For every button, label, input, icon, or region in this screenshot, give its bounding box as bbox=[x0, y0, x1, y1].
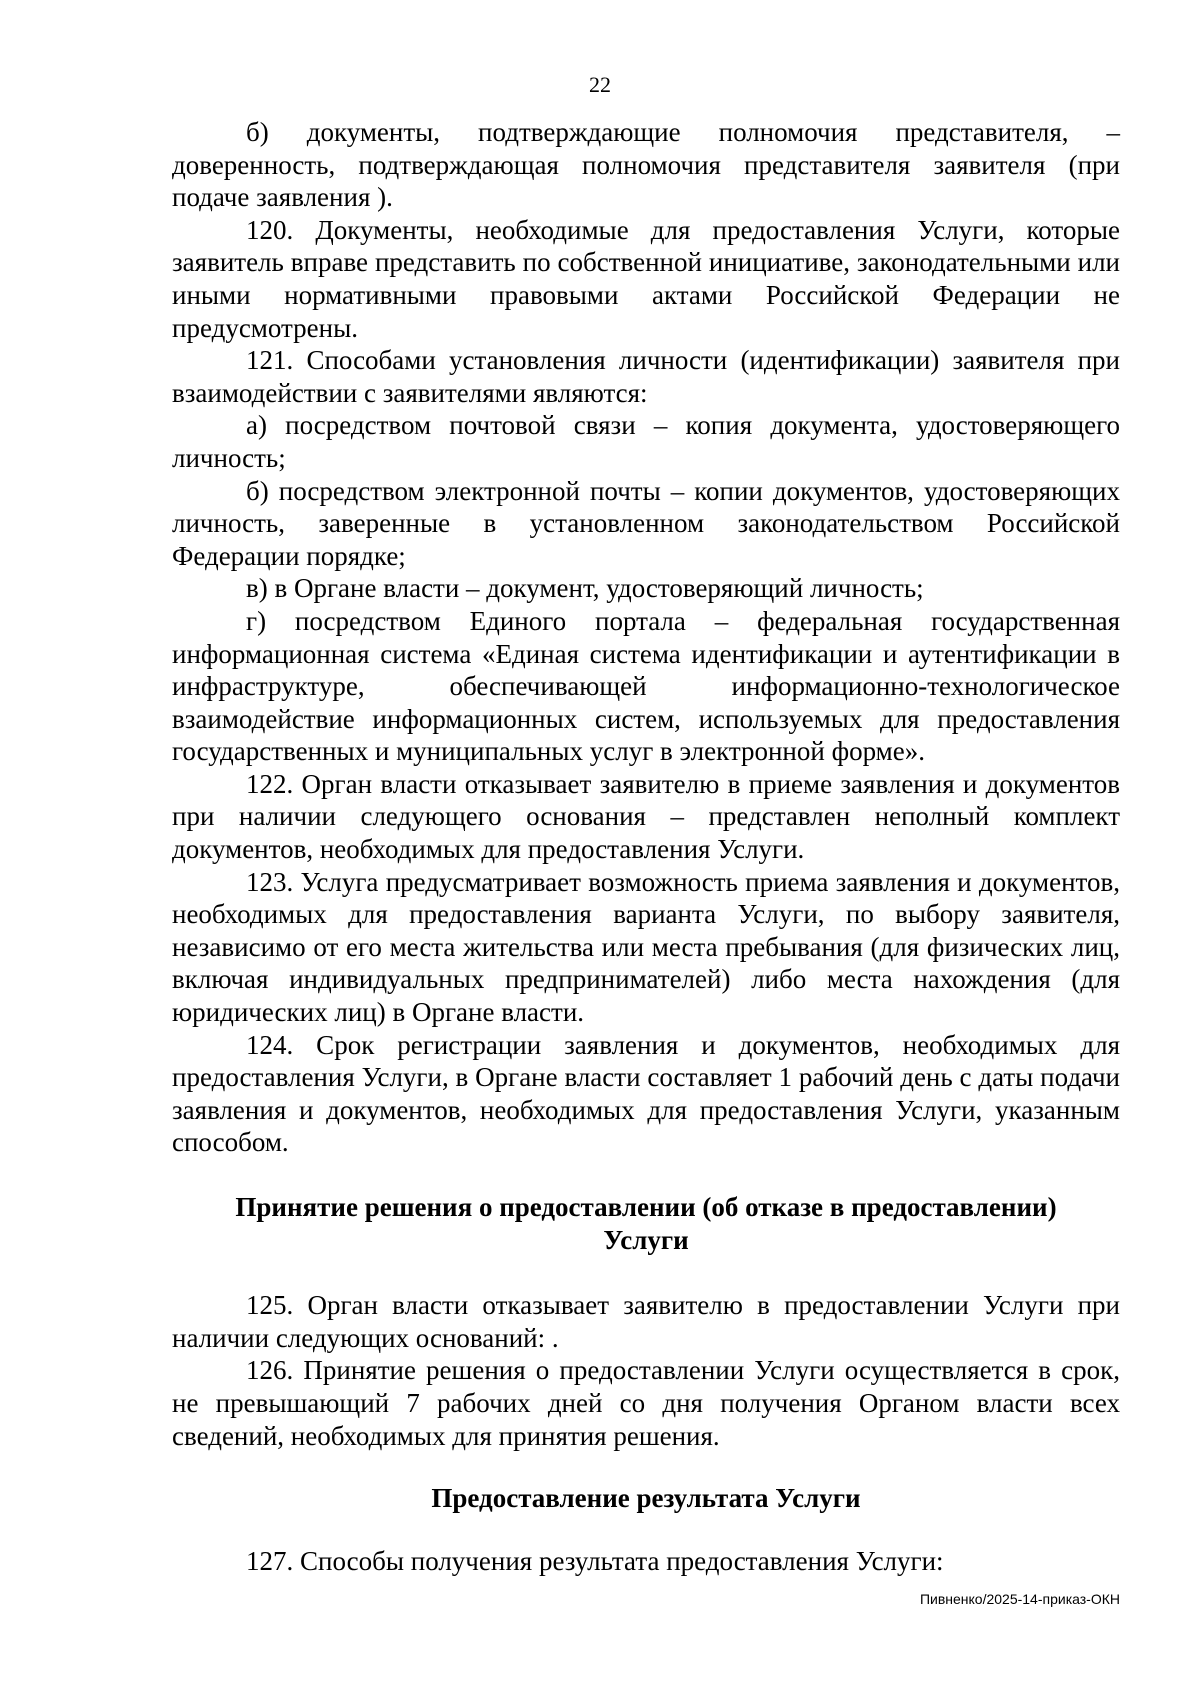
paragraph-120: 120. Документы, необходимые для предоставления Услуги, которые заявитель вправе представить по собственной инициативе, законодательными или иными нормативными правовыми актами Российской Федерации не предусмотрены. bbox=[172, 214, 1120, 343]
page-number: 22 bbox=[589, 72, 611, 97]
paragraph-121: 121. Способами установления личности (идентификации) заявителя при взаимодействии с заявителями являются: bbox=[172, 345, 1120, 408]
document-body bbox=[172, 116, 1120, 1577]
paragraph-121-b: б) посредством электронной почты – копии документов, удостоверяющих личность, заверенные в установленном законодательством Российской Федерации порядке; bbox=[172, 475, 1120, 571]
paragraph-127: 127. Способы получения результата предоставления Услуги: bbox=[246, 1545, 944, 1576]
paragraph-b-representative-docs: б) документы, подтверждающие полномочия представителя, – доверенность, подтверждающая полномочия представителя заявителя (при подаче заявления ). bbox=[172, 117, 1120, 213]
section-heading-decision: Принятие решения о предоставлении (об отказе в предоставлении) Услуги bbox=[235, 1192, 1057, 1255]
paragraph-121-g: г) посредством Единого портала – федеральная государственная информационная система «Единая система идентификации и аутентификации в инфраструктуре, обеспечивающей информационно-технологическое взаимодействие информационных систем, используемых для предоставления государственных и муниципальных услуг в электронной форме». bbox=[172, 605, 1120, 767]
paragraph-125: 125. Орган власти отказывает заявителю в предоставлении Услуги при наличии следующих оснований: . bbox=[172, 1290, 1120, 1353]
paragraph-124: 124. Срок регистрации заявления и документов, необходимых для предоставления Услуги, в Органе власти составляет 1 рабочий день с даты подачи заявления и документов, необходимых для предоставления Услуги, указанным способом. bbox=[172, 1029, 1120, 1158]
document-footer-code: Пивненко/2025-14-приказ-ОКН bbox=[919, 1591, 1120, 1607]
paragraph-121-v: в) в Органе власти – документ, удостоверяющий личность; bbox=[246, 573, 924, 604]
section-heading-result: Предоставление результата Услуги bbox=[431, 1483, 861, 1514]
paragraph-126: 126. Принятие решения о предоставлении Услуги осуществляется в срок, не превышающий 7 рабочих дней со дня получения Органом власти всех сведений, необходимых для принятия решения. bbox=[172, 1355, 1120, 1451]
paragraph-121-a: а) посредством почтовой связи – копия документа, удостоверяющего личность; bbox=[172, 410, 1120, 473]
paragraph-123: 123. Услуга предусматривает возможность приема заявления и документов, необходимых для предоставления варианта Услуги, по выбору заявителя, независимо от его места жительства или места пребывания (для физических лиц, включая индивидуальных предпринимателей) либо места нахождения (для юридических лиц) в Органе власти. bbox=[172, 866, 1120, 1028]
paragraph-122: 122. Орган власти отказывает заявителю в приеме заявления и документов при наличии следующего основания – представлен неполный комплект документов, необходимых для предоставления Услуги. bbox=[172, 768, 1120, 865]
